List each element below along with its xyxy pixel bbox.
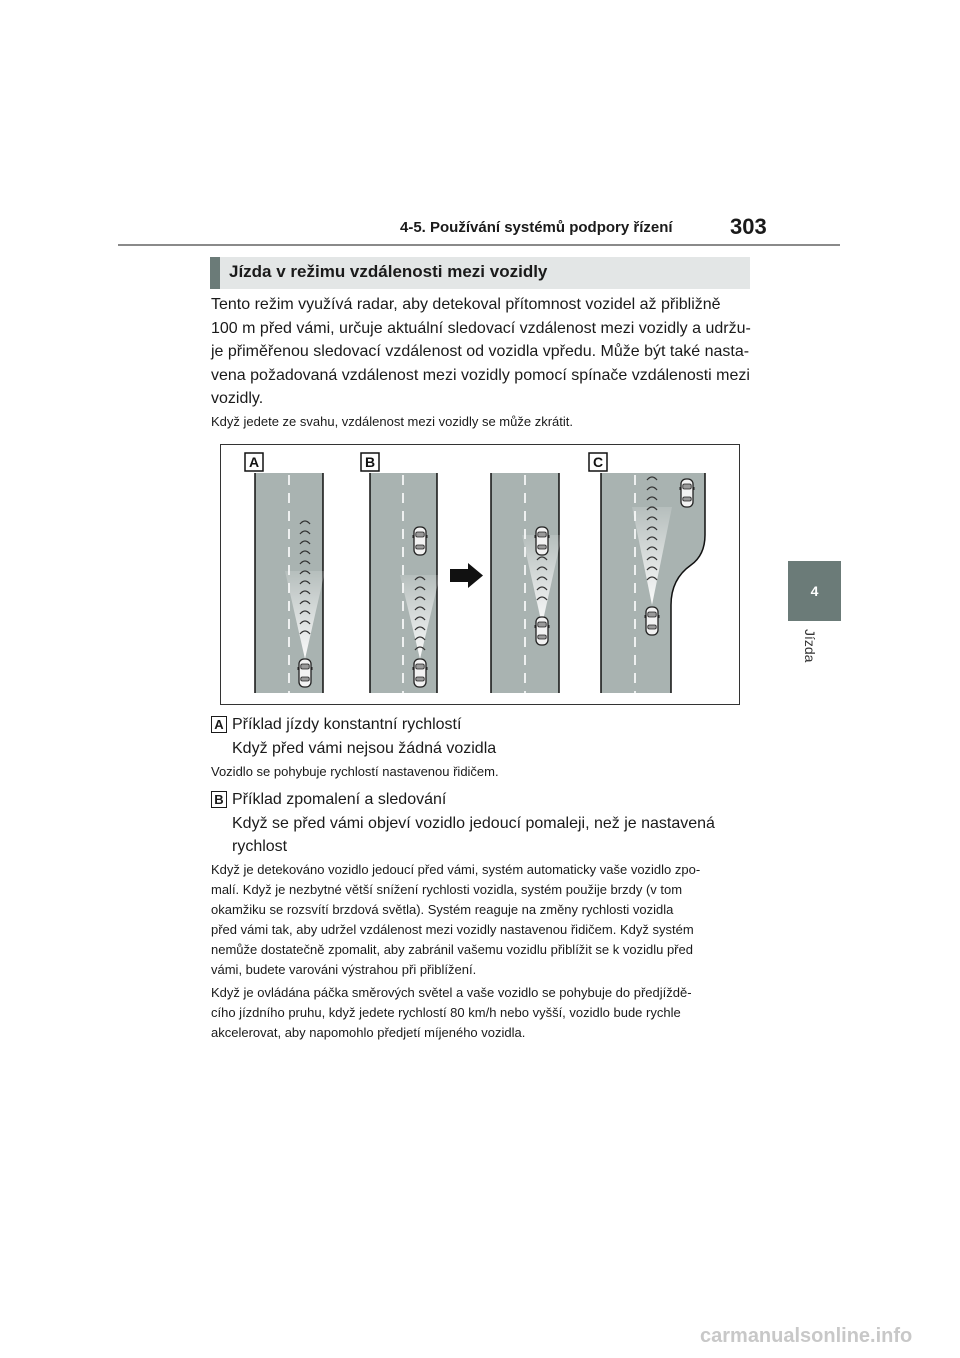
section-heading: Jízda v režimu vzdálenosti mezi vozidly (229, 262, 548, 281)
figure-label-a (245, 453, 263, 471)
item-b-line: Když se před vámi objeví vozidlo jedoucí pomaleji, než je nastavená (232, 814, 715, 832)
chapter-title-vertical (780, 625, 850, 685)
figure-label-c-text: C (592, 454, 604, 470)
road-c (601, 473, 705, 693)
item-a-heading (232, 713, 752, 760)
road-b-continued (491, 473, 562, 693)
chapter-number: 4 (810, 583, 819, 599)
intro-line: je přiměřenou sledovací vzdálenost od vozidla vpředu. Může být také nasta- (211, 343, 750, 360)
item-b-line: Příklad zpomalení a sledování (232, 791, 447, 808)
road-b (370, 473, 440, 693)
item-b-note-line: cího jízdního pruhu, když jedete rychlostí 80 km/h nebo vyšší, vozidlo bude rychle (211, 1005, 681, 1020)
figure-label-a-text: A (248, 454, 260, 470)
watermark: carmanualsonline.info (700, 1325, 913, 1347)
item-b-note-line: okamžiku se rozsvítí brzdová světla). Systém reaguje na změny rychlosti vozidla (211, 902, 674, 917)
figure-label-b (361, 453, 379, 471)
figure-label-c (589, 453, 607, 471)
item-a-note: Vozidlo se pohybuje rychlostí nastavenou řidičem. (211, 764, 499, 779)
illustration-frame (220, 444, 740, 705)
chapter-tab[interactable] (788, 561, 841, 621)
item-b-heading (232, 788, 757, 859)
intro-paragraph (211, 293, 756, 411)
chapter-title: Jízda (802, 629, 818, 663)
adaptive-cruise-illustration (221, 445, 739, 704)
item-b-marker: B (211, 791, 227, 808)
running-header: 4-5. Používání systémů podpory řízení (400, 219, 673, 236)
item-b-note-line: Když je detekováno vozidlo jedoucí před vámi, systém automaticky vaše vozidlo zpo- (211, 862, 701, 877)
intro-line: vozidly. (211, 390, 264, 407)
item-a-line: Když před vámi nejsou žádná vozidla (232, 739, 497, 757)
item-b-note-line: vámi, budete varováni výstrahou při přiblížení. (211, 962, 477, 977)
item-b-note-line: nemůže dostatečně zpomalit, aby zabránil vašemu vozidlu přiblížit se k vozidlu před (211, 942, 693, 957)
transition-arrow (450, 563, 483, 588)
item-a-line: Příklad jízdy konstantní rychlostí (232, 716, 462, 733)
item-b-note-line: Když je ovládána páčka směrových světel a vaše vozidlo se pohybuje do předjíždě- (211, 985, 692, 1000)
intro-line: 100 m před vámi, určuje aktuální sledovací vzdálenost mezi vozidly a udržu- (211, 319, 751, 337)
item-b-note-line: malí. Když je nezbytné větší snížení rychlosti vozidla, systém použije brzdy (v tom (211, 882, 683, 897)
item-b-notes-2 (211, 983, 756, 1043)
figure-label-b-text: B (364, 454, 376, 470)
intro-line: vena požadovaná vzdálenost mezi vozidly pomocí spínače vzdálenosti mezi (211, 366, 750, 384)
page-number: 303 (730, 214, 767, 239)
item-a-marker: A (211, 716, 227, 733)
item-b-line: rychlost (232, 838, 288, 855)
intro-line: Tento režim využívá radar, aby detekoval přítomnost vozidel až přibližně (211, 296, 721, 313)
item-b-note-line: před vámi tak, aby udržel vzdálenost mezi vozidly nastavenou řidičem. Když systém (211, 922, 694, 937)
item-b-note-line: akcelerovat, aby napomohlo předjetí míjeného vozidla. (211, 1025, 526, 1040)
section-heading-accent (210, 257, 220, 289)
item-b-notes-1 (211, 860, 756, 980)
road-a (255, 473, 325, 693)
header-rule (118, 244, 840, 246)
intro-note: Když jedete ze svahu, vzdálenost mezi vozidly se může zkrátit. (211, 414, 573, 429)
